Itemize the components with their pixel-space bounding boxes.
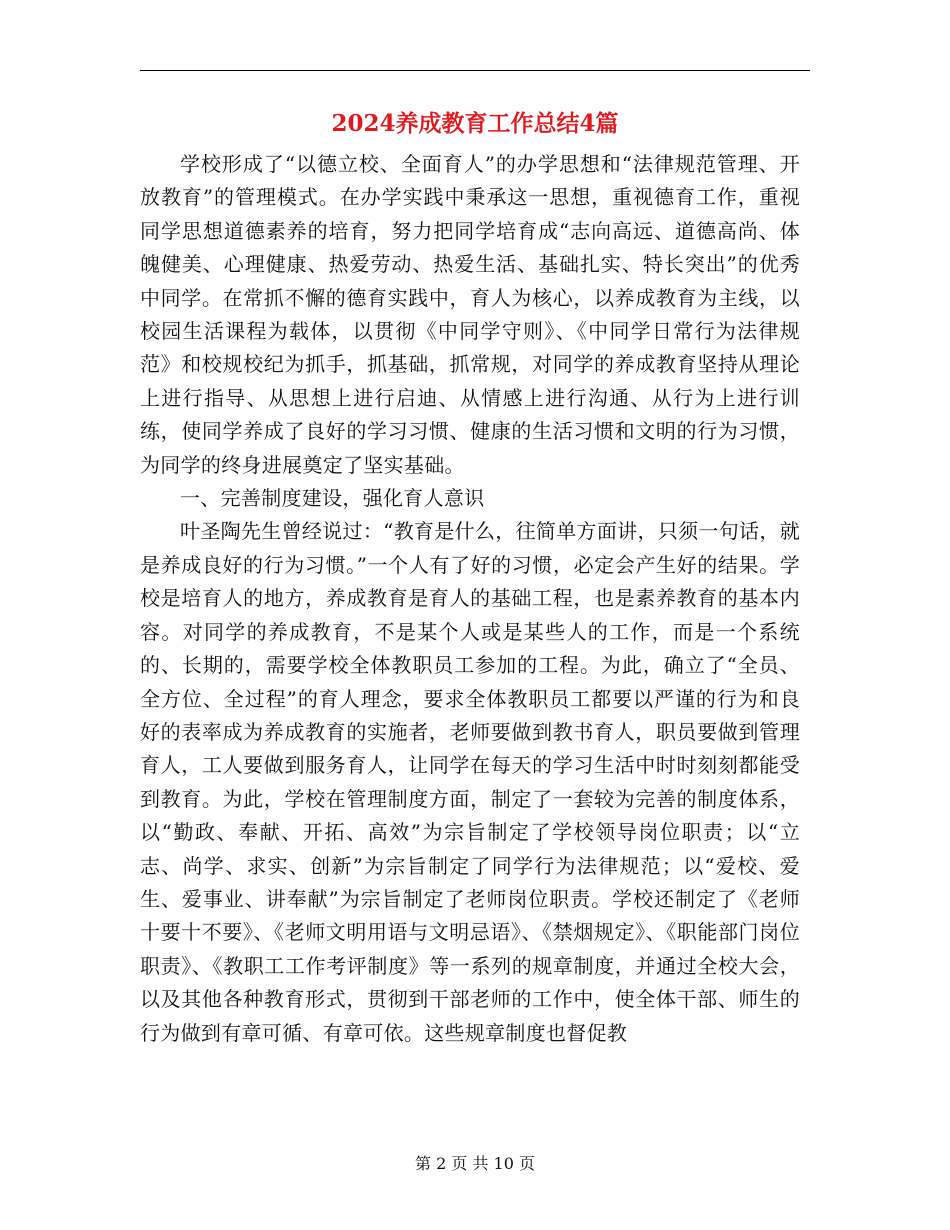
header-rule [140,70,810,71]
paragraph-section-1: 叶圣陶先生曾经说过：“教育是什么，往简单方面讲，只须一句话，就是养成良好的行为习惯。”一个人有了好的习惯，必定会产生好的结果。学校是培育人的地方，养成教育是育人的基础工程，也是素养教育的基本内容。对同学的养成教育，不是某个人或是某些人的工作，而是一个系统的、长期的，需要学校全体教职员工参加的工程。为此，确立了“全员、全方位、全过程”的育人理念，要求全体教职员工都要以严谨的行为和良好的表率成为养成教育的实施者，老师要做到教书育人，职员要做到管理育人，工人要做到服务育人，让同学在每天的学习生活中时时刻刻都能受到教育。为此，学校在管理制度方面，制定了一套较为完善的制度体系，以“勤政、奉献、开拓、高效”为宗旨制定了学校领导岗位职责；以“立志、尚学、求实、创新”为宗旨制定了同学行为法律规范；以“爱校、爱生、爱事业、讲奉献”为宗旨制定了老师岗位职责。学校还制定了《老师十要十不要》、《老师文明用语与文明忌语》、《禁烟规定》、《职能部门岗位职责》、《教职工工作考评制度》等一系列的规章制度，并通过全校大会，以及其他各种教育形式，贯彻到干部老师的工作中，使全体干部、师生的行为做到有章可循、有章可依。这些规章制度也督促教 [140,519,800,1045]
footer-prefix: 第 [414,1154,431,1173]
section-heading-1: 一、完善制度建设，强化育人意识 [180,486,485,511]
document-body [140,148,800,1050]
document-title: 2024养成教育工作总结4篇 [331,110,619,137]
page-footer [140,1152,810,1176]
footer-suffix: 页 [519,1154,536,1173]
footer-page-total: 10 [493,1154,514,1173]
footer-mid: 页 共 [451,1154,489,1173]
footer-page-number: 2 [436,1154,447,1173]
paragraph-intro: 学校形成了“以德立校、全面育人”的办学思想和“法律规范管理、开放教育”的管理模式。在办学实践中秉承这一思想，重视德育工作，重视同学思想道德素养的培育，努力把同学培育成“志向高远、道德高尚、体魄健美、心理健康、热爱劳动、热爱生活、基础扎实、特长突出”的优秀中同学。在常抓不懈的德育实践中，育人为核心，以养成教育为主线，以校园生活课程为载体，以贯彻《中同学守则》、《中同学日常行为法律规范》和校规校纪为抓手，抓基础，抓常规，对同学的养成教育坚持从理论上进行指导、从思想上进行启迪、从情感上进行沟通、从行为上进行训练，使同学养成了良好的学习习惯、健康的生活习惯和文明的行为习惯，为同学的终身进展奠定了坚实基础。 [140,152,800,477]
